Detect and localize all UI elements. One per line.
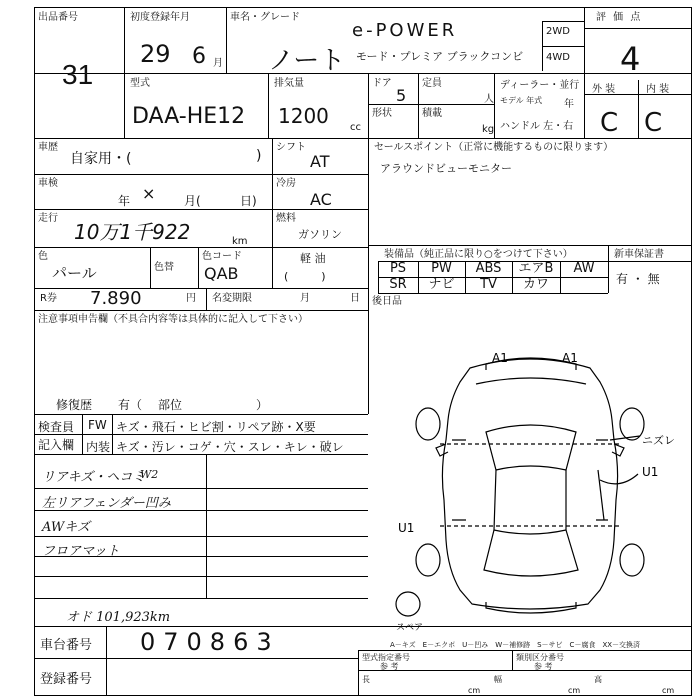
- length-label: 長: [362, 675, 370, 684]
- height-label: 高: [594, 675, 602, 684]
- handwritten-note: AWキズ: [42, 520, 90, 535]
- equip-sr: SR: [389, 277, 407, 292]
- car-name-label: 車名・グレード: [230, 12, 300, 23]
- model-value: DAA-HE12: [132, 104, 246, 129]
- damage-mark: ニズレ: [642, 434, 675, 447]
- car-grade: モード・プレミア ブラックコンビ: [356, 50, 524, 63]
- year-unit: 年: [564, 99, 574, 110]
- equip-tv: TV: [480, 277, 497, 292]
- exterior-label: 外 装: [592, 84, 616, 95]
- recycle-value: 7.890: [90, 288, 142, 309]
- ac-label: 冷房: [276, 178, 296, 189]
- equip-leather: カワ: [522, 277, 549, 292]
- lot-number: 31: [62, 59, 94, 90]
- exterior-grade: C: [600, 108, 619, 138]
- ac-value: AC: [310, 190, 332, 209]
- sales-point-text: アラウンドビューモニター: [380, 162, 512, 175]
- first-reg-label: 初度登録年月: [130, 12, 190, 23]
- equipment-label: 装備品（純正品に限り○をつけて下さい）: [384, 249, 573, 260]
- name-change-day: 日: [350, 293, 360, 304]
- drive-2wd: 2WD: [546, 26, 570, 37]
- spare-label: スペア: [396, 623, 424, 633]
- km-unit: km: [232, 236, 248, 247]
- model-year-label: モデル 年式: [500, 96, 543, 105]
- car-series: e-POWER: [352, 20, 458, 41]
- history-label: 車歴: [38, 142, 58, 153]
- name-change-month: 月: [300, 293, 310, 304]
- inspection-month-unit: 月(: [184, 194, 201, 208]
- score-label: 評 価 点: [596, 12, 643, 23]
- class-ref-label: 参 考: [534, 662, 553, 671]
- equip-airbag: エアB: [518, 261, 554, 276]
- cc-unit: cc: [350, 122, 361, 133]
- score: 4: [620, 40, 641, 78]
- entry-label: 記入欄: [38, 438, 75, 452]
- equip-aw: AW: [573, 261, 595, 276]
- equip-navi: ナビ: [428, 277, 455, 292]
- handwritten-note: 左リアフェンダー凹み: [42, 496, 171, 511]
- rear-item-label: 後日品: [372, 296, 402, 307]
- drive-4wd: 4WD: [546, 52, 570, 63]
- form-ref-label: 参 考: [380, 662, 399, 671]
- handwritten-note: フロアマット: [42, 544, 120, 559]
- month-unit: 月: [213, 58, 223, 69]
- mileage-value: 10万1千922: [74, 220, 191, 244]
- shift-value: AT: [310, 152, 330, 171]
- equip-abs: ABS: [475, 261, 502, 276]
- other-note: オド 101,923km: [66, 610, 171, 625]
- warranty-label: 新車保証書: [614, 249, 664, 260]
- doors-value: 5: [396, 86, 407, 105]
- lot-label: 出品番号: [38, 12, 78, 23]
- fuel-paren: ( ): [284, 270, 326, 283]
- color-label: 色: [38, 251, 48, 262]
- interior-label: 内 装: [646, 84, 670, 95]
- yen-unit: 円: [186, 293, 196, 304]
- fw-label: FW: [88, 418, 107, 432]
- car-name: ノート: [268, 46, 346, 76]
- sales-point-label: セールスポイント（正常に機能するものに限ります）: [374, 142, 614, 153]
- fuel-label: 燃料: [276, 213, 296, 224]
- color-no-value: QAB: [204, 264, 239, 283]
- kg-unit: kg: [482, 124, 495, 135]
- color-value: パール: [52, 264, 97, 282]
- inspection-year-unit: 年: [118, 194, 131, 208]
- doors-label: ドア: [372, 78, 392, 89]
- form-number-label: 型式指定番号: [362, 653, 410, 662]
- chassis-value: 070863: [140, 628, 280, 656]
- damage-mark: A1: [492, 351, 508, 365]
- mileage-label: 走行: [38, 213, 58, 224]
- equip-ps: PS: [389, 261, 407, 276]
- width-unit: cm: [568, 686, 581, 695]
- fw-items: キズ・飛石・ヒビ割・リペア跡・X要: [116, 420, 316, 434]
- registration-label: 登録番号: [40, 672, 93, 687]
- interior-check-label: 内装: [86, 440, 111, 454]
- equip-pw: PW: [431, 261, 452, 276]
- length-unit: cm: [468, 686, 481, 695]
- handle-label: ハンドル 左・右: [500, 121, 574, 132]
- capacity-label: 定員: [422, 78, 442, 89]
- history-close: ): [256, 148, 262, 164]
- width-label: 幅: [494, 675, 502, 684]
- color-change-label: 色替: [154, 262, 174, 273]
- inspector-label: 検査員: [38, 420, 75, 434]
- height-unit: cm: [662, 686, 675, 695]
- name-change-label: 名変期限: [212, 293, 252, 304]
- fuel-gas: ガソリン: [298, 228, 342, 241]
- interior-items: キズ・汚レ・コゲ・穴・スレ・キレ・破レ: [116, 440, 344, 454]
- first-reg-month: 6: [192, 44, 206, 69]
- inspection-mark: ×: [142, 184, 156, 203]
- handwritten-note: W2: [140, 468, 159, 481]
- load-label: 積載: [422, 108, 442, 119]
- chassis-label: 車台番号: [40, 638, 93, 653]
- shift-label: シフト: [276, 142, 306, 153]
- displacement-value: 1200: [278, 104, 329, 128]
- displacement-label: 排気量: [274, 78, 304, 89]
- diagram-legend: A－キズ E－エクボ U－凹み W－補修跡 S－サビ C－腐食 XX－交換済: [390, 641, 641, 649]
- damage-mark: A1: [562, 351, 578, 365]
- interior-grade: C: [644, 108, 663, 138]
- class-number-label: 類別区分番号: [516, 653, 564, 662]
- history-value: 自家用・(: [70, 151, 132, 167]
- first-reg-year: 29: [140, 40, 171, 68]
- dealer-label: ディーラー・並行: [500, 80, 580, 91]
- damage-mark: U1: [642, 465, 659, 479]
- shape-label: 形状: [372, 108, 392, 119]
- repair-location: 部位: [158, 398, 183, 412]
- capacity-unit: 人: [484, 94, 494, 105]
- recycle-label: R券: [40, 293, 57, 304]
- repair-close: ）: [256, 398, 269, 412]
- repair-value: 有（: [118, 398, 143, 412]
- repair-label: 修復歴: [56, 398, 93, 412]
- warranty-options: 有 ・ 無: [616, 272, 660, 286]
- color-no-label: 色コード: [202, 251, 242, 262]
- handwritten-note: リアキズ・ヘコミ: [42, 470, 146, 485]
- damage-mark: U1: [398, 521, 415, 535]
- fuel-diesel: 軽 油: [300, 252, 326, 265]
- notes-label: 注意事項申告欄（不具合内容等は具体的に記入して下さい）: [38, 314, 308, 325]
- inspection-day-unit: 日): [240, 194, 257, 208]
- model-label: 型式: [130, 78, 150, 89]
- inspection-label: 車検: [38, 178, 58, 189]
